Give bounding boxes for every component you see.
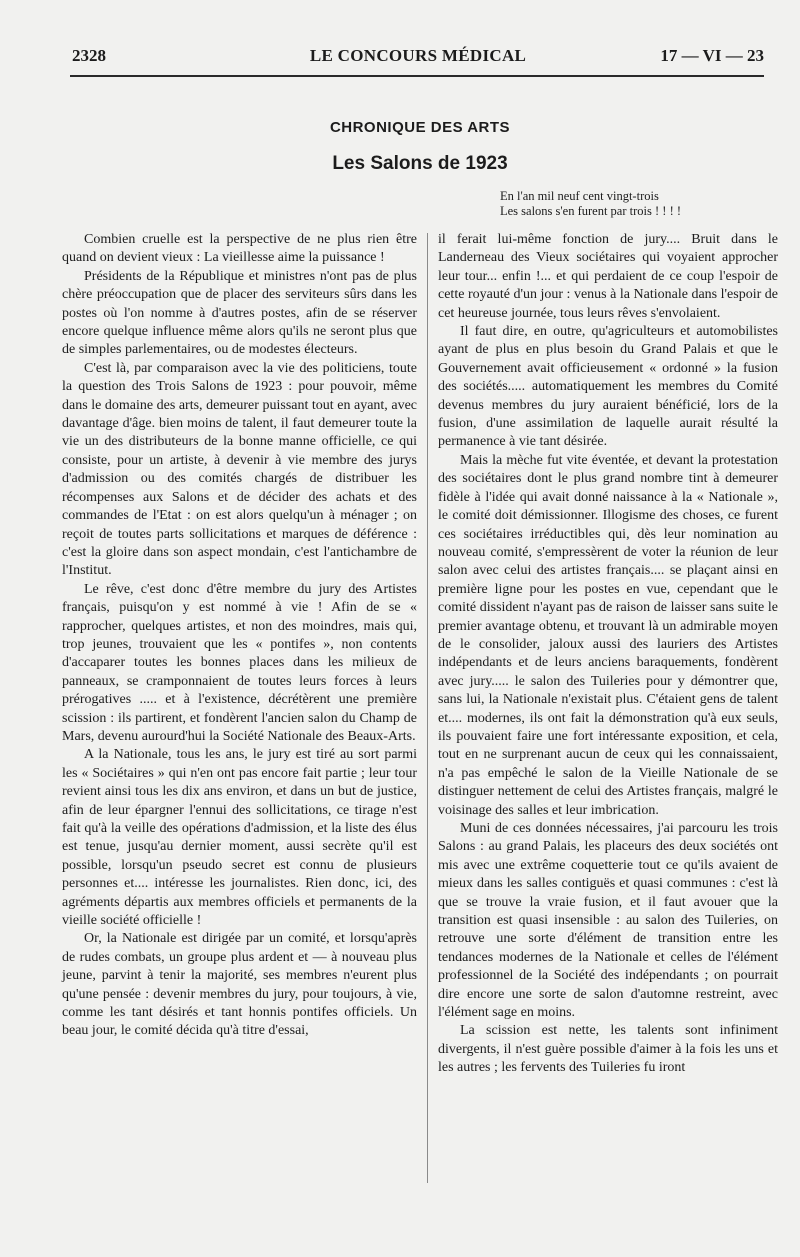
- section-title: CHRONIQUE DES ARTS: [329, 119, 511, 136]
- paragraph: La scission est nette, les talents sont infiniment divergents, il n'est guère possible d'aimer à la fois les uns et les autres ; les fervents des Tuileries fu iront: [438, 1023, 778, 1076]
- paragraph: Muni de ces données nécessaires, j'ai parcouru les trois Salons : au grand Palais, les placeurs des deux sociétés ont mis avec une extrême coquetterie tout ce qu'ils avaient de mieux dans les salles contiguës et quasi communes : c'est là que se trouve la vraie fusion, et il faut avouer que la transition est quasi insensible : au salon des Tuileries, on retrouve une sorte d'élément de transition entre les tendances modernes de la Nationale et celles de l'élément professionnel de la Société des indépendants ; on pourrait dire encore une sorte de salon d'automne restreint, avec l'élément sage en moins.: [438, 821, 778, 1021]
- journal-title: LE CONCOURS MÉDICAL: [309, 46, 527, 65]
- paragraph: Combien cruelle est la perspective de ne plus rien être quand on devient vieux : La vieillesse aime la puissance !: [62, 232, 417, 266]
- issue-date: 17 — VI — 23: [660, 46, 764, 65]
- right-column: [438, 231, 778, 1078]
- epigraph-line: Les salons s'en furent par trois ! ! ! !: [500, 204, 682, 218]
- epigraph-line: En l'an mil neuf cent vingt-trois: [500, 189, 659, 203]
- paragraph: Or, la Nationale est dirigée par un comité, et lorsqu'après de rudes combats, un groupe plus ardent et — à nouveau plus jeune, parvint à tenir la majorité, ses membres n'eurent plus qu'une pensée : devenir membres du jury, pour toujours, à vie, comme les tant désirés et tant honnis pontifes officiels. Un beau jour, le comité décida qu'à titre d'essai,: [62, 931, 417, 1039]
- paragraph: Présidents de la République et ministres n'ont pas de plus chère préoccupation que de placer des serviteurs sûrs dans les postes où l'on nomme à d'autres postes, afin de se réserver encore quelque influence même alors qu'ils ne seront plus que de simples parlementaires, ou de modestes électeurs.: [62, 268, 417, 358]
- paragraph: Le rêve, c'est donc d'être membre du jury des Artistes français, puisqu'on y est nommé à vie ! Afin de se « rapprocher, quelques artistes, et non des moindres, mais qui, trop jeunes, trouvaient que les « pontifes », non contents d'accaparer toutes les bonnes places dans les milieux de panneaux, se cramponnaient de toutes leurs forces à leurs prérogatives ..... et à l'existence, décrétèrent une première scission : ils partirent, et fondèrent l'ancien salon du Champ de Mars, devenu aurourd'hui la Société Nationale des Beaux-Arts.: [62, 581, 417, 744]
- header-rule: [70, 75, 764, 77]
- paragraph: il ferait lui-même fonction de jury.... Bruit dans le Landerneau des Vieux sociétaires qui voyaient approcher leur tour... enfin !... et qui perdaient de ce coup l'espoir de cette royauté d'un jour : venus à la Nationale dans l'espoir de cet heureuse journée, tous leurs rêves s'envolaient.: [438, 232, 778, 321]
- epigraph: [500, 189, 780, 219]
- paragraph: Il faut dire, en outre, qu'agriculteurs et automobilistes ayant de plus en plus besoin du Grand Palais et que le Gouvernement avait officieusement « ordonné » la fusion des sociétés..... automatiquement les membres du Comité devenus membres du jury auraient bénéficié, lors de la fusion, d'une assimilation de laquelle aurait résulté la permanence à vie tant désirée.: [438, 324, 778, 450]
- article-title: Les Salons de 1923: [332, 153, 508, 174]
- page-number: 2328: [72, 46, 106, 65]
- column-divider: [427, 233, 428, 1183]
- left-column: [62, 231, 417, 1041]
- paragraph: Mais la mèche fut vite éventée, et devant la protestation des sociétaires dont le plus grand nombre tint à demeurer fidèle à l'idée qui avait donné naissance à la « Nationale », le comité doit démissionner. Illogisme des choses, ce furent ces sociétaires irréductibles qui, dès leur nomination au nouveau comité, s'empressèrent de voter la réunion de leur salon avec celui des artistes français.... se plaçant ainsi en première ligne pour les postes en vue, cependant que le comité dissident n'ayant pas de raison de laisser sans suite le premier avantage obtenu, et trouvant là un admirable moyen de le consolider, jaloux aussi des lauriers des Artistes indépendants et de leurs anciens baraquements, fondèrent avec jury..... le salon des Tuileries pour y démontrer que, sans lui, la Nationale n'existait plus. C'étaient gens de talent et.... modernes, ils ont fait la démonstration qu'à eux seuls, ils pouvaient faire une fort intéressante exposition, et cela, tout en ne surprenant aucun de ceux qui les connaissaient, n'a pas empêché le salon de la Vieille Nationale de se distinguer nettement de celui des Artistes français, malgré le voisinage des salles et leur imbrication.: [438, 452, 778, 818]
- paragraph: A la Nationale, tous les ans, le jury est tiré au sort parmi les « Sociétaires » qui n'en ont pas encore fait partie ; leur tour revient ainsi tous les dix ans environ, et dans un but de justice, afin de leur épargner l'ennui des sollicitations, ce tirage n'est fait qu'à la veille des opérations d'admission, et la liste des élus est tenue, jusqu'au dernier moment, aussi secrète qu'il est possible, lorsqu'un pseudo secret est connu de plusieurs personnes et.... intéresse les journalistes. Rien donc, ici, des agréments départis aux membres officiels et permanents de la vieille société officielle !: [62, 747, 417, 929]
- running-header: [72, 46, 764, 72]
- paragraph: C'est là, par comparaison avec la vie des politiciens, toute la question des Trois Salons de 1923 : pour pouvoir, même dans le domaine des arts, demeurer puissant tout en ayant, avec davantage d'âge. bien moins de talent, il faut demeurer toute la vie un des distributeurs de la bonne manne officielle, ce qui consiste, pour un artiste, à devenir à vie membre des jurys d'admission ou des comités chargés de distribuer les récompenses aux Salons et de décider des achats et des commandes de l'Etat : on est alors quelqu'un à ménager ; on reçoit de toutes parts sollicitations et marques de déférence : c'est la gloire dans son aspect mondain, c'est l'antichambre de l'Institut.: [62, 360, 417, 579]
